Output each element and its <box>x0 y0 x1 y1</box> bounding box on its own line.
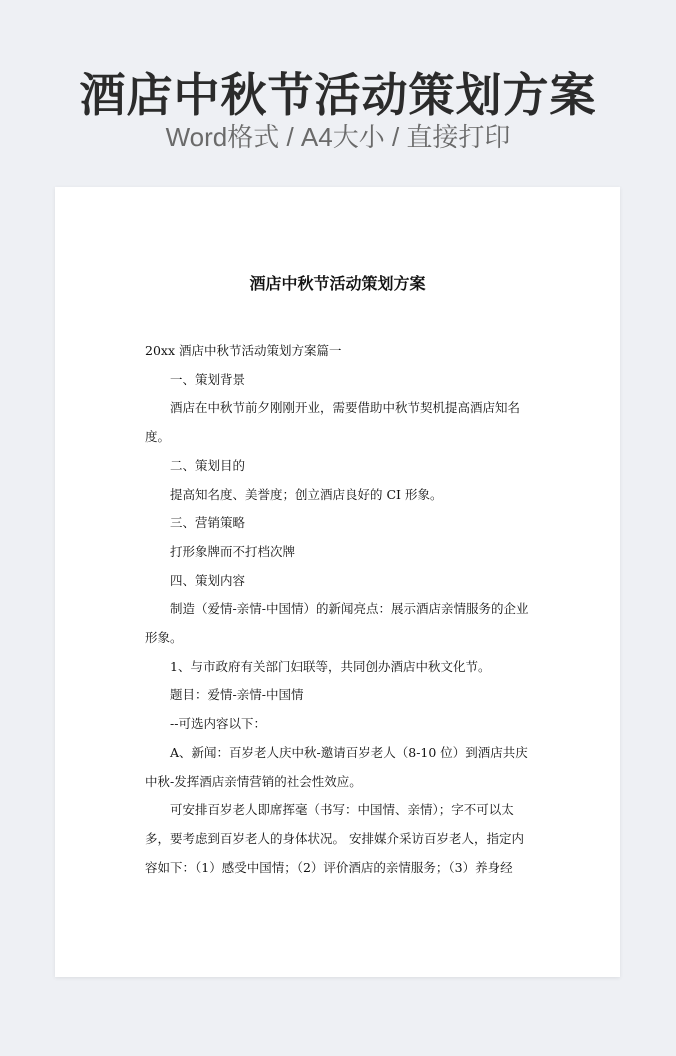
document-page <box>55 187 620 977</box>
section-heading: 三、营销策略 <box>170 515 246 531</box>
paragraph: 提高知名度、美誉度；创立酒店良好的 CI 形象。 <box>170 486 443 502</box>
document-body <box>145 337 533 882</box>
header-subtitle: Word格式 / A4大小 / 直接打印 <box>165 122 511 152</box>
paragraph: 题目：爱情-亲情-中国情 <box>170 687 304 703</box>
paragraph-heading: 20xx 酒店中秋节活动策划方案篇一 <box>145 343 342 358</box>
paragraph: 打形象牌而不打档次牌 <box>170 543 296 559</box>
section-heading: 一、策划背景 <box>170 371 246 387</box>
paragraph: --可选内容以下： <box>170 716 266 732</box>
paragraph: 酒店在中秋节前夕刚刚开业，需要借助中秋节契机提高酒店知名度。 <box>145 400 521 445</box>
paragraph: 制造（爱情-亲情-中国情）的新闻亮点：展示酒店亲情服务的企业形象。 <box>145 601 529 646</box>
section-heading: 二、策划目的 <box>170 457 246 473</box>
paragraph: 可安排百岁老人即席挥毫（书写：中国情、亲情）；字不可以太多，要考虑到百岁老人的身体状况。 安排媒介采访百岁老人，指定内容如下：（1）感受中国情；（2）评价酒店的亲情服务；（3）养身经 <box>145 802 524 875</box>
document-title: 酒店中秋节活动策划方案 <box>249 274 426 293</box>
section-heading: 四、策划内容 <box>170 572 246 588</box>
paragraph: 1、与市政府有关部门妇联等，共同创办酒店中秋文化节。 <box>170 658 491 674</box>
paragraph: A、新闻：百岁老人庆中秋-邀请百岁老人（8-10 位）到酒店共庆中秋-发挥酒店亲情营销的社会性效应。 <box>145 744 528 789</box>
header-title: 酒店中秋节活动策划方案 <box>79 68 597 122</box>
